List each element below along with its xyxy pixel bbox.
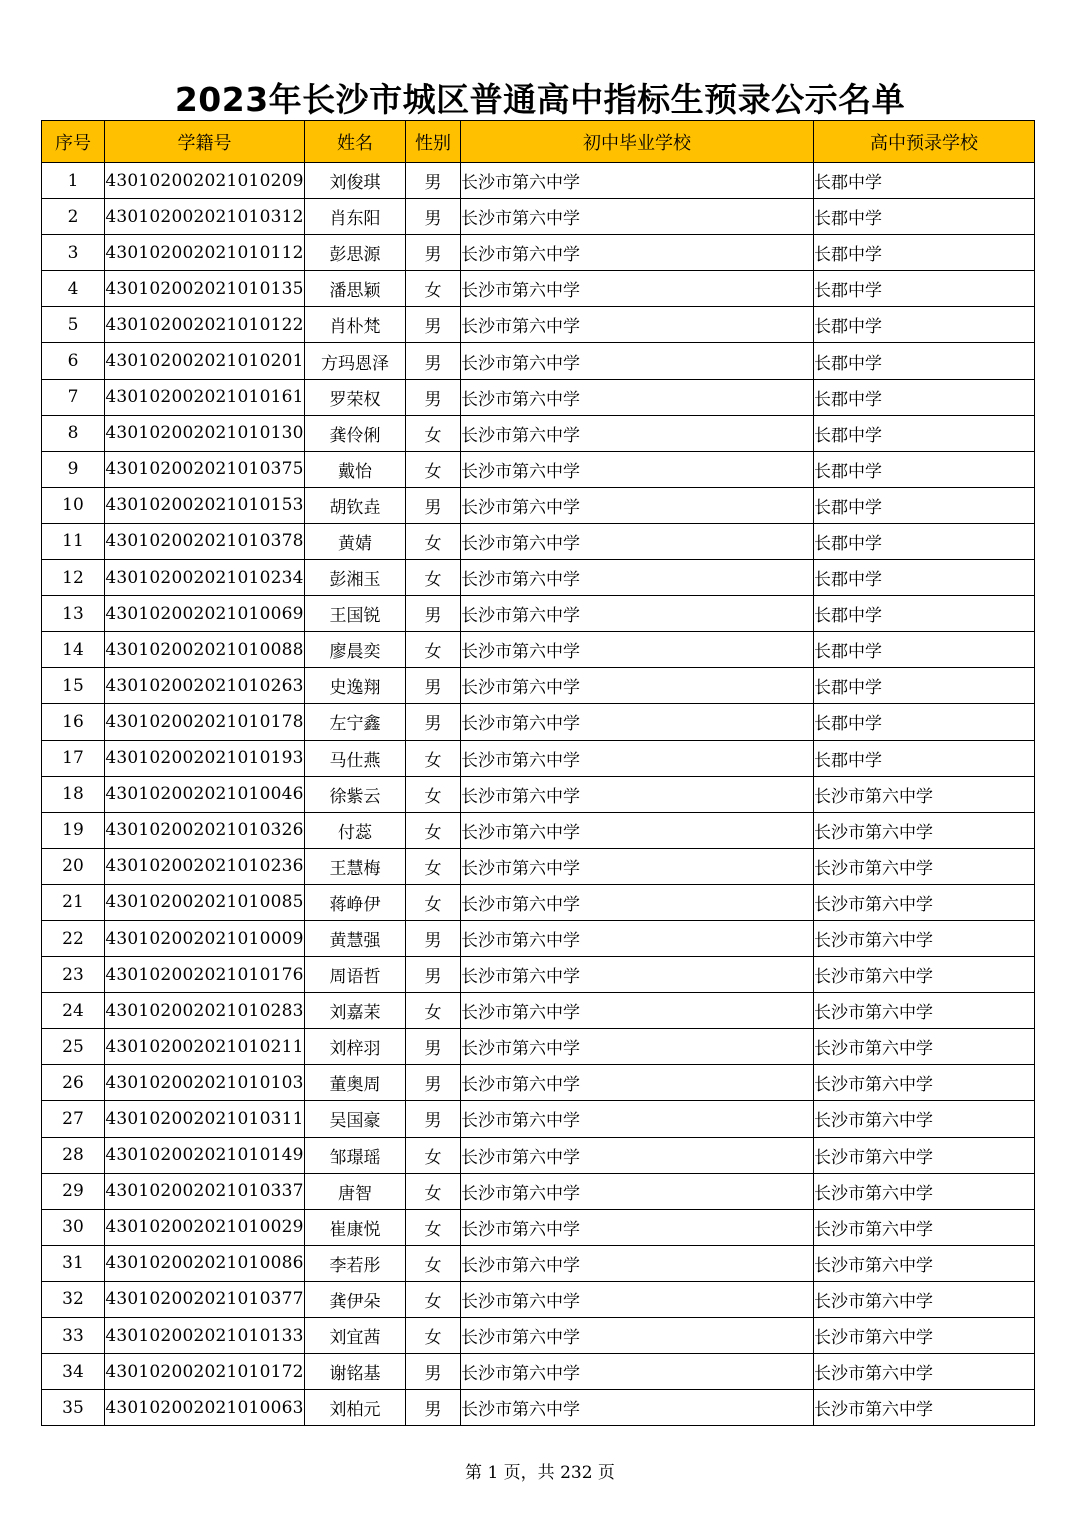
cell-senior-school: 长沙市第六中学 [814,1209,1035,1245]
cell-name: 彭湘玉 [305,560,406,596]
cell-name: 肖东阳 [305,199,406,235]
table-row [42,1173,1035,1209]
cell-name: 罗荣权 [305,379,406,415]
cell-gender: 女 [406,884,461,920]
cell-student-id: 430102002021010130 [105,415,305,451]
cell-student-id: 430102002021010263 [105,668,305,704]
cell-name: 龚伶俐 [305,415,406,451]
cell-junior-school: 长沙市第六中学 [461,848,814,884]
table-row [42,993,1035,1029]
cell-name: 谢铭基 [305,1354,406,1390]
table-row [42,199,1035,235]
cell-senior-school: 长沙市第六中学 [814,1390,1035,1426]
cell-seq: 6 [42,343,105,379]
cell-seq: 3 [42,235,105,271]
table-row [42,884,1035,920]
cell-name: 刘嘉茉 [305,993,406,1029]
header-name: 姓名 [305,121,406,163]
cell-student-id: 430102002021010029 [105,1209,305,1245]
table-row [42,596,1035,632]
table-row [42,487,1035,523]
cell-senior-school: 长沙市第六中学 [814,884,1035,920]
table-header-row [42,121,1035,163]
table-body [42,163,1035,1426]
cell-gender: 女 [406,1173,461,1209]
cell-seq: 10 [42,487,105,523]
table-row [42,1101,1035,1137]
table-row [42,776,1035,812]
header-gender: 性别 [406,121,461,163]
cell-name: 刘宜茜 [305,1318,406,1354]
admission-table [41,120,1035,1426]
cell-senior-school: 长沙市第六中学 [814,1281,1035,1317]
cell-senior-school: 长沙市第六中学 [814,812,1035,848]
cell-junior-school: 长沙市第六中学 [461,1390,814,1426]
cell-junior-school: 长沙市第六中学 [461,1245,814,1281]
cell-seq: 4 [42,271,105,307]
cell-name: 左宁鑫 [305,704,406,740]
table-row [42,379,1035,415]
cell-gender: 女 [406,523,461,559]
cell-student-id: 430102002021010337 [105,1173,305,1209]
cell-junior-school: 长沙市第六中学 [461,1101,814,1137]
cell-gender: 女 [406,812,461,848]
header-junior-school: 初中毕业学校 [461,121,814,163]
cell-seq: 32 [42,1281,105,1317]
table-row [42,848,1035,884]
cell-junior-school: 长沙市第六中学 [461,668,814,704]
cell-junior-school: 长沙市第六中学 [461,163,814,199]
cell-junior-school: 长沙市第六中学 [461,307,814,343]
cell-name: 戴怡 [305,451,406,487]
table-row [42,704,1035,740]
cell-student-id: 430102002021010112 [105,235,305,271]
cell-name: 龚伊朵 [305,1281,406,1317]
cell-senior-school: 长沙市第六中学 [814,1101,1035,1137]
cell-name: 蒋峥伊 [305,884,406,920]
cell-senior-school: 长郡中学 [814,235,1035,271]
cell-junior-school: 长沙市第六中学 [461,1281,814,1317]
cell-gender: 女 [406,415,461,451]
cell-name: 彭思源 [305,235,406,271]
cell-junior-school: 长沙市第六中学 [461,957,814,993]
table-row [42,1065,1035,1101]
cell-senior-school: 长郡中学 [814,560,1035,596]
cell-student-id: 430102002021010178 [105,704,305,740]
table-row [42,1390,1035,1426]
cell-seq: 12 [42,560,105,596]
table-row [42,560,1035,596]
table-row [42,1209,1035,1245]
cell-name: 崔康悦 [305,1209,406,1245]
cell-junior-school: 长沙市第六中学 [461,632,814,668]
cell-gender: 男 [406,199,461,235]
cell-seq: 11 [42,523,105,559]
cell-student-id: 430102002021010086 [105,1245,305,1281]
cell-seq: 23 [42,957,105,993]
cell-name: 黄慧强 [305,920,406,956]
cell-senior-school: 长郡中学 [814,199,1035,235]
cell-seq: 27 [42,1101,105,1137]
cell-seq: 34 [42,1354,105,1390]
cell-senior-school: 长郡中学 [814,632,1035,668]
table-row [42,271,1035,307]
cell-junior-school: 长沙市第六中学 [461,523,814,559]
cell-seq: 21 [42,884,105,920]
cell-seq: 18 [42,776,105,812]
cell-student-id: 430102002021010234 [105,560,305,596]
cell-senior-school: 长沙市第六中学 [814,848,1035,884]
cell-junior-school: 长沙市第六中学 [461,343,814,379]
cell-gender: 男 [406,1029,461,1065]
cell-gender: 男 [406,920,461,956]
table-row [42,235,1035,271]
table-row [42,523,1035,559]
cell-student-id: 430102002021010122 [105,307,305,343]
table-row [42,920,1035,956]
cell-gender: 女 [406,1281,461,1317]
cell-senior-school: 长沙市第六中学 [814,957,1035,993]
cell-senior-school: 长沙市第六中学 [814,776,1035,812]
cell-senior-school: 长郡中学 [814,271,1035,307]
cell-student-id: 430102002021010377 [105,1281,305,1317]
cell-seq: 25 [42,1029,105,1065]
table-row [42,1281,1035,1317]
cell-student-id: 430102002021010193 [105,740,305,776]
cell-junior-school: 长沙市第六中学 [461,884,814,920]
cell-name: 廖晨奕 [305,632,406,668]
cell-gender: 男 [406,307,461,343]
cell-name: 马仕燕 [305,740,406,776]
cell-gender: 女 [406,632,461,668]
table-row [42,957,1035,993]
cell-gender: 女 [406,993,461,1029]
cell-junior-school: 长沙市第六中学 [461,487,814,523]
cell-gender: 女 [406,1209,461,1245]
cell-senior-school: 长郡中学 [814,487,1035,523]
cell-gender: 男 [406,163,461,199]
cell-junior-school: 长沙市第六中学 [461,235,814,271]
cell-name: 吴国豪 [305,1101,406,1137]
table-row [42,632,1035,668]
table-row [42,668,1035,704]
cell-name: 李若彤 [305,1245,406,1281]
cell-gender: 男 [406,1390,461,1426]
cell-senior-school: 长郡中学 [814,415,1035,451]
cell-senior-school: 长郡中学 [814,704,1035,740]
cell-name: 方玛恩泽 [305,343,406,379]
cell-seq: 31 [42,1245,105,1281]
cell-seq: 15 [42,668,105,704]
cell-name: 刘柏元 [305,1390,406,1426]
cell-name: 胡钦垚 [305,487,406,523]
cell-senior-school: 长沙市第六中学 [814,920,1035,956]
cell-seq: 16 [42,704,105,740]
cell-student-id: 430102002021010312 [105,199,305,235]
table-row [42,307,1035,343]
cell-gender: 女 [406,848,461,884]
cell-senior-school: 长郡中学 [814,307,1035,343]
cell-gender: 男 [406,704,461,740]
cell-student-id: 430102002021010311 [105,1101,305,1137]
cell-student-id: 430102002021010201 [105,343,305,379]
table-row [42,812,1035,848]
cell-student-id: 430102002021010133 [105,1318,305,1354]
cell-junior-school: 长沙市第六中学 [461,199,814,235]
cell-junior-school: 长沙市第六中学 [461,812,814,848]
cell-name: 邹璟瑶 [305,1137,406,1173]
cell-student-id: 430102002021010153 [105,487,305,523]
cell-senior-school: 长郡中学 [814,379,1035,415]
cell-gender: 男 [406,1101,461,1137]
cell-seq: 24 [42,993,105,1029]
cell-student-id: 430102002021010046 [105,776,305,812]
cell-seq: 20 [42,848,105,884]
cell-student-id: 430102002021010209 [105,163,305,199]
cell-name: 史逸翔 [305,668,406,704]
table-row [42,740,1035,776]
cell-junior-school: 长沙市第六中学 [461,1137,814,1173]
cell-student-id: 430102002021010326 [105,812,305,848]
cell-seq: 14 [42,632,105,668]
cell-gender: 女 [406,271,461,307]
cell-junior-school: 长沙市第六中学 [461,920,814,956]
cell-student-id: 430102002021010069 [105,596,305,632]
cell-gender: 男 [406,957,461,993]
cell-name: 徐紫云 [305,776,406,812]
cell-senior-school: 长郡中学 [814,740,1035,776]
cell-gender: 男 [406,487,461,523]
cell-name: 唐智 [305,1173,406,1209]
cell-senior-school: 长沙市第六中学 [814,1354,1035,1390]
cell-senior-school: 长沙市第六中学 [814,1029,1035,1065]
cell-student-id: 430102002021010149 [105,1137,305,1173]
cell-student-id: 430102002021010378 [105,523,305,559]
header-student-id: 学籍号 [105,121,305,163]
cell-seq: 17 [42,740,105,776]
cell-junior-school: 长沙市第六中学 [461,379,814,415]
cell-seq: 35 [42,1390,105,1426]
cell-junior-school: 长沙市第六中学 [461,704,814,740]
cell-seq: 7 [42,379,105,415]
cell-senior-school: 长沙市第六中学 [814,1318,1035,1354]
page-footer: 第 1 页，共 232 页 [465,1463,615,1483]
cell-gender: 男 [406,596,461,632]
cell-junior-school: 长沙市第六中学 [461,1029,814,1065]
cell-name: 刘梓羽 [305,1029,406,1065]
cell-seq: 13 [42,596,105,632]
table-row [42,1137,1035,1173]
cell-gender: 男 [406,235,461,271]
cell-senior-school: 长郡中学 [814,596,1035,632]
cell-junior-school: 长沙市第六中学 [461,451,814,487]
cell-name: 董奥周 [305,1065,406,1101]
cell-seq: 28 [42,1137,105,1173]
header-seq: 序号 [42,121,105,163]
cell-junior-school: 长沙市第六中学 [461,596,814,632]
cell-student-id: 430102002021010009 [105,920,305,956]
cell-name: 付蕊 [305,812,406,848]
header-senior-school: 高中预录学校 [814,121,1035,163]
cell-senior-school: 长沙市第六中学 [814,993,1035,1029]
table-row [42,451,1035,487]
cell-student-id: 430102002021010172 [105,1354,305,1390]
cell-junior-school: 长沙市第六中学 [461,993,814,1029]
cell-student-id: 430102002021010375 [105,451,305,487]
cell-junior-school: 长沙市第六中学 [461,415,814,451]
cell-gender: 女 [406,1137,461,1173]
cell-name: 刘俊琪 [305,163,406,199]
cell-senior-school: 长沙市第六中学 [814,1245,1035,1281]
cell-student-id: 430102002021010085 [105,884,305,920]
cell-student-id: 430102002021010283 [105,993,305,1029]
cell-seq: 19 [42,812,105,848]
cell-seq: 8 [42,415,105,451]
cell-gender: 男 [406,343,461,379]
cell-gender: 男 [406,379,461,415]
cell-senior-school: 长郡中学 [814,668,1035,704]
cell-student-id: 430102002021010103 [105,1065,305,1101]
cell-student-id: 430102002021010063 [105,1390,305,1426]
cell-junior-school: 长沙市第六中学 [461,271,814,307]
cell-student-id: 430102002021010236 [105,848,305,884]
cell-name: 王慧梅 [305,848,406,884]
cell-seq: 2 [42,199,105,235]
cell-student-id: 430102002021010088 [105,632,305,668]
cell-student-id: 430102002021010161 [105,379,305,415]
cell-student-id: 430102002021010135 [105,271,305,307]
cell-senior-school: 长沙市第六中学 [814,1137,1035,1173]
cell-junior-school: 长沙市第六中学 [461,1318,814,1354]
table-row [42,343,1035,379]
cell-senior-school: 长郡中学 [814,523,1035,559]
cell-seq: 1 [42,163,105,199]
cell-junior-school: 长沙市第六中学 [461,1209,814,1245]
cell-seq: 9 [42,451,105,487]
cell-name: 潘思颖 [305,271,406,307]
cell-senior-school: 长郡中学 [814,343,1035,379]
cell-gender: 女 [406,776,461,812]
cell-senior-school: 长沙市第六中学 [814,1173,1035,1209]
cell-senior-school: 长郡中学 [814,451,1035,487]
table-row [42,1245,1035,1281]
cell-gender: 女 [406,1245,461,1281]
cell-student-id: 430102002021010211 [105,1029,305,1065]
cell-gender: 男 [406,1065,461,1101]
cell-name: 王国锐 [305,596,406,632]
cell-gender: 女 [406,1318,461,1354]
cell-junior-school: 长沙市第六中学 [461,776,814,812]
cell-name: 周语哲 [305,957,406,993]
cell-junior-school: 长沙市第六中学 [461,560,814,596]
cell-gender: 女 [406,740,461,776]
cell-seq: 26 [42,1065,105,1101]
table-row [42,415,1035,451]
cell-junior-school: 长沙市第六中学 [461,1354,814,1390]
table-row [42,163,1035,199]
cell-senior-school: 长沙市第六中学 [814,1065,1035,1101]
cell-seq: 30 [42,1209,105,1245]
table-row [42,1318,1035,1354]
cell-seq: 5 [42,307,105,343]
cell-seq: 29 [42,1173,105,1209]
cell-gender: 男 [406,1354,461,1390]
page-title: 2023年长沙市城区普通高中指标生预录公示名单 [174,80,906,119]
table-row [42,1029,1035,1065]
cell-seq: 22 [42,920,105,956]
cell-student-id: 430102002021010176 [105,957,305,993]
cell-seq: 33 [42,1318,105,1354]
cell-gender: 女 [406,451,461,487]
cell-junior-school: 长沙市第六中学 [461,1173,814,1209]
cell-gender: 男 [406,668,461,704]
cell-junior-school: 长沙市第六中学 [461,1065,814,1101]
cell-junior-school: 长沙市第六中学 [461,740,814,776]
table-row [42,1354,1035,1390]
cell-senior-school: 长郡中学 [814,163,1035,199]
cell-gender: 女 [406,560,461,596]
cell-name: 黄婧 [305,523,406,559]
cell-name: 肖朴梵 [305,307,406,343]
